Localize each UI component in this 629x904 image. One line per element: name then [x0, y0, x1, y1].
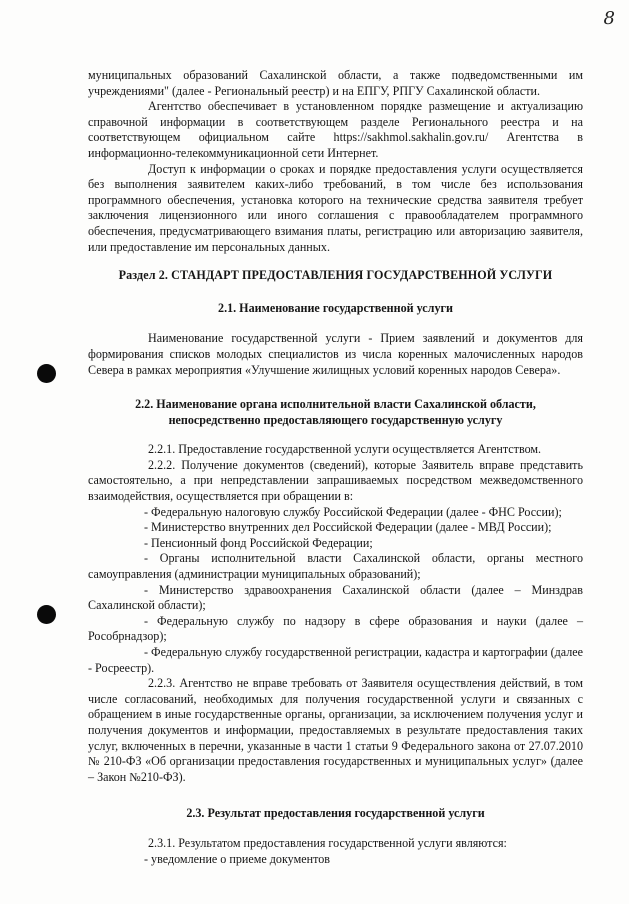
list-item: - Министерство внутренних дел Российской Федерации (далее - МВД России);: [144, 520, 552, 535]
paragraph-info-access: Доступ к информации о сроках и порядке предоставления услуги осуществляется без выполнения заявителем каких-либо требований, в том числе без использования программного обеспечения, установка которого на технические средства заявителя требует заключения лицензионного или иного соглашения с правообладателем программного обеспечения, предусматривающего взимания платы, регистрацию или авторизацию заявителя, или предоставление им персональных данных.: [88, 161, 583, 254]
subsection-title-2-2: [88, 397, 583, 428]
page-number: 8: [603, 8, 615, 29]
paragraph-intro-continued: муниципальных образований Сахалинской области, а также подведомственными им учреждениями" (далее - Региональный реестр) и на ЕПГУ, РПГУ Сахалинской области.: [88, 68, 583, 98]
list-item: - уведомление о приеме документов: [144, 851, 330, 866]
subsection-title-2-3: 2.3. Результат предоставления государственной услуги: [186, 806, 485, 821]
list-item: - Федеральную службу по надзору в сфере образования и науки (далее – Рособрнадзор);: [88, 613, 583, 644]
list-item: - Министерство здравоохранения Сахалинской области (далее – Минздрав Сахалинской области);: [88, 582, 583, 613]
subsection-title-line: 2.2. Наименование органа исполнительной власти Сахалинской области,: [135, 397, 536, 412]
section-title: Раздел 2. СТАНДАРТ ПРЕДОСТАВЛЕНИЯ ГОСУДАРСТВЕННОЙ УСЛУГИ: [118, 268, 553, 283]
paragraph-2-2-1: 2.2.1. Предоставление государственной услуги осуществляется Агентством.: [148, 442, 542, 457]
document-body: [88, 68, 583, 867]
list-item: - Федеральную службу государственной регистрации, кадастра и картографии (далее - Росреестр).: [88, 645, 584, 675]
subsection-title-2-1: 2.1. Наименование государственной услуги: [218, 300, 453, 315]
punch-hole-mark: [37, 605, 56, 624]
paragraph-service-name: Наименование государственной услуги - Прием заявлений и документов для формирования списков молодых специалистов из числа коренных малочисленных народов Севера в рамках мероприятия «Улучшение жилищных условий коренных народов Севера».: [88, 331, 583, 377]
subsection-title-line: непосредственно предоставляющего государственную услугу: [168, 412, 503, 427]
paragraph-2-2-2: 2.2.2. Получение документов (сведений), которые Заявитель вправе представить самостоятельно, а при непредставлении запрашиваемых посредством межведомственного взаимодействия, осуществляется при обращении в:: [88, 457, 583, 504]
list-item: - Федеральную налоговую службу Российской Федерации (далее - ФНС России);: [144, 504, 562, 519]
punch-hole-mark: [37, 364, 56, 383]
list-item: - Пенсионный фонд Российской Федерации;: [144, 535, 373, 550]
list-item: - Органы исполнительной власти Сахалинской области, органы местного самоуправления (администрации муниципальных образований);: [88, 551, 583, 582]
paragraph-2-2-3: 2.2.3. Агентство не вправе требовать от Заявителя осуществления действий, в том числе согласований, необходимых для получения государственной услуги и связанных с обращением в иные государственные органы, организации, за исключением получения услуг и получения документов и информации, предоставляемых в результате предоставления таких услуг, включенных в перечни, указанные в части 1 статьи 9 Федерального закона от 27.07.2010 № 210-ФЗ «Об организации предоставления государственных и муниципальных услуг» (далее – Закон №210-ФЗ).: [88, 676, 583, 784]
paragraph-2-3-1: 2.3.1. Результатом предоставления государственной услуги являются:: [148, 835, 507, 850]
paragraph-info-placement: Агентство обеспечивает в установленном порядке размещение и актуализацию справочной информации в соответствующем разделе Регионального реестра и на соответствующем официальном сайте https://sakhmol.sakhalin.gov.ru/ Агентства в информационно-телекоммуникационной сети Интернет.: [88, 99, 583, 160]
